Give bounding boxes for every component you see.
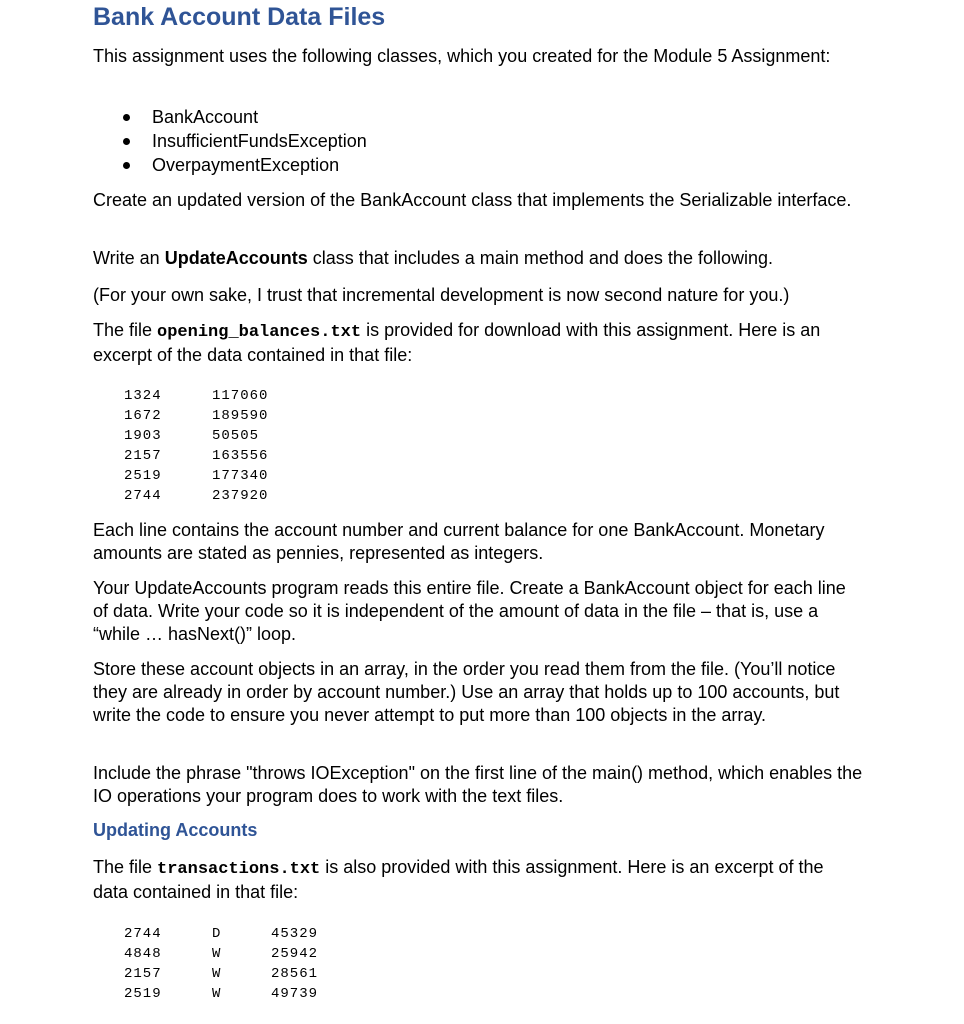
- transaction-type: W: [212, 966, 222, 982]
- class-list: [120, 105, 367, 177]
- opening-file-paragraph: [93, 319, 863, 367]
- account-number: 2157: [124, 448, 162, 464]
- balance-value: 177340: [212, 468, 269, 484]
- text-span: class that includes a main method and does the following.: [307, 248, 773, 268]
- file-name: transactions.txt: [157, 860, 321, 879]
- opening-balances-table: [124, 386, 324, 506]
- transaction-type: W: [212, 946, 222, 962]
- balance-value: 163556: [212, 448, 269, 464]
- transaction-amount: 49739: [271, 986, 319, 1002]
- table-row: [124, 406, 324, 426]
- balance-value: 237920: [212, 488, 269, 504]
- transaction-amount: 25942: [271, 946, 319, 962]
- account-number: 2157: [124, 966, 162, 982]
- table-row: [124, 486, 324, 506]
- table-row: [124, 944, 344, 964]
- store-array-paragraph: Store these account objects in an array, in the order you read them from the file. (You’ll notice they are already in order by account number.) Use an array that holds up to 100 accounts, but write the code to ensure you never attempt to put more than 100 objects in the array.: [93, 659, 840, 725]
- text-span: is also provided with this assignment. Here is an excerpt of the data contained in that file:: [93, 857, 824, 902]
- bullet-icon: [123, 162, 130, 169]
- list-item-label: BankAccount: [152, 107, 259, 127]
- each-line-paragraph: Each line contains the account number and current balance for one BankAccount. Monetary amounts are stated as pennies, represented as integers.: [93, 520, 825, 563]
- balance-value: 117060: [212, 388, 269, 404]
- table-row: [124, 964, 344, 984]
- account-number: 4848: [124, 946, 162, 962]
- class-name-bold: UpdateAccounts: [164, 248, 308, 268]
- serializable-paragraph: Create an updated version of the BankAccount class that implements the Serializable interface.: [93, 190, 852, 210]
- account-number: 2519: [124, 986, 162, 1002]
- account-number: 2519: [124, 468, 162, 484]
- text-span: The file: [93, 857, 158, 877]
- incremental-paragraph: (For your own sake, I trust that incremental development is now second nature for you.): [93, 285, 790, 305]
- table-row: [124, 924, 344, 944]
- transactions-file-paragraph: [93, 856, 863, 904]
- intro-paragraph: This assignment uses the following classes, which you created for the Module 5 Assignment:: [93, 46, 831, 66]
- text-span: is provided for download with this assignment. Here is an excerpt of the data contained in that file:: [93, 320, 821, 365]
- account-number: 1324: [124, 388, 162, 404]
- balance-value: 189590: [212, 408, 269, 424]
- text-span: The file: [93, 320, 158, 340]
- transaction-type: D: [212, 926, 222, 942]
- bullet-icon: [123, 138, 130, 145]
- transaction-type: W: [212, 986, 222, 1002]
- bullet-icon: [123, 114, 130, 121]
- list-item: [120, 105, 367, 129]
- throws-paragraph: Include the phrase "throws IOException" on the first line of the main() method, which enables the IO operations your program does to work with the text files.: [93, 763, 863, 806]
- table-row: [124, 426, 324, 446]
- page-title: Bank Account Data Files: [93, 3, 386, 31]
- transaction-amount: 28561: [271, 966, 319, 982]
- list-item-label: InsufficientFundsException: [152, 131, 367, 151]
- account-number: 2744: [124, 926, 162, 942]
- update-accounts-paragraph: [93, 247, 863, 270]
- table-row: [124, 466, 324, 486]
- section-heading: Updating Accounts: [93, 820, 258, 840]
- balance-value: 50505: [212, 428, 260, 444]
- transaction-amount: 45329: [271, 926, 319, 942]
- account-number: 1903: [124, 428, 162, 444]
- list-item: [120, 153, 367, 177]
- account-number: 1672: [124, 408, 162, 424]
- list-item: [120, 129, 367, 153]
- text-span: Write an: [93, 248, 165, 268]
- transactions-table: [124, 924, 344, 1004]
- table-row: [124, 984, 344, 1004]
- file-name: opening_balances.txt: [157, 323, 362, 342]
- reads-file-paragraph: Your UpdateAccounts program reads this entire file. Create a BankAccount object for each line of data. Write your code so it is independent of the amount of data in the file – that is, use a “while … hasNext()” loop.: [93, 578, 846, 644]
- table-row: [124, 446, 324, 466]
- list-item-label: OverpaymentException: [152, 155, 340, 175]
- table-row: [124, 386, 324, 406]
- account-number: 2744: [124, 488, 162, 504]
